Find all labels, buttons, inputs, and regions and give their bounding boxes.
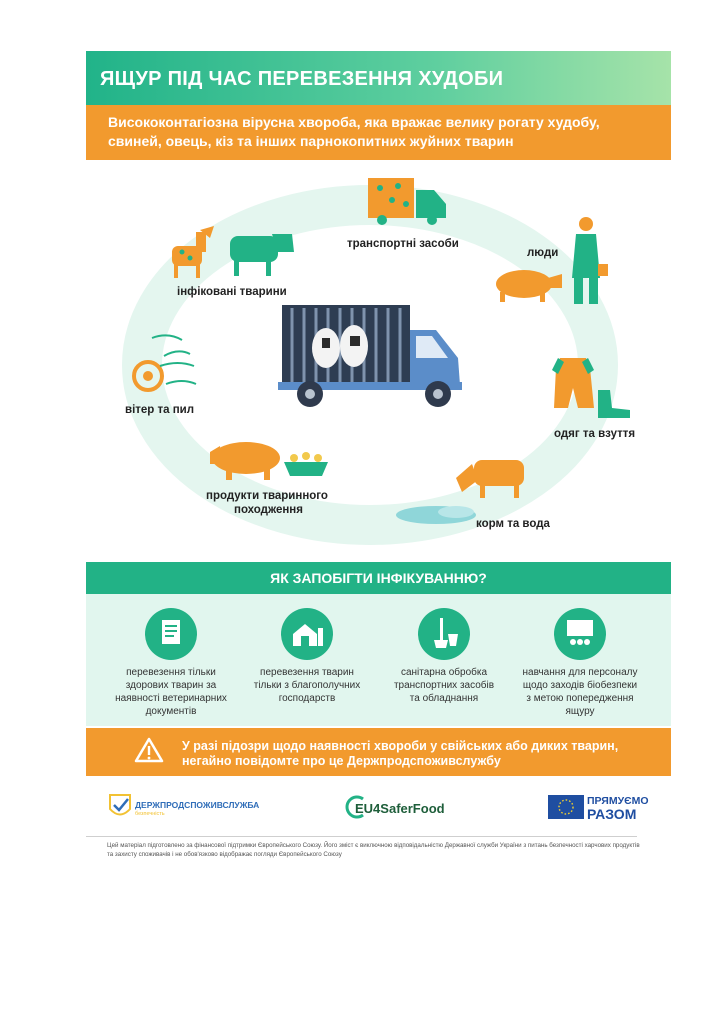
prevention-item-4: навчання для персоналу щодо заходів біобезпеки з метою попередження ящуру [522,667,638,717]
eu-flag-icon [548,795,584,819]
cleaning-bucket-icon [418,608,470,660]
label-infected-animals: інфіковані тварини [177,286,287,298]
warning-triangle-icon [134,736,164,764]
label-people: люди [527,247,559,259]
person-with-bucket-icon [572,217,608,304]
prevention-item-3: санітарна обробка транспортних засобів та обладнання [393,667,495,704]
dps-shield-logo-icon [108,793,132,821]
razom-text: РАЗОМ [587,806,637,822]
document-icon [145,608,197,660]
prevention-item-2: перевезення тварин тільки з благополучних господарств [253,667,361,704]
label-clothing: одяг та взуття [554,428,636,440]
alert-text: У разі підозри щодо наявності хвороби у свійських або диких тварин, негайно повідомте про це Держпродспоживслужбу [182,739,619,768]
transmission-diagram [86,160,671,555]
prevention-title: ЯК ЗАПОБІГТИ ІНФІКУВАННЮ? [270,570,487,586]
dps-logo-text: ДЕРЖПРОДСПОЖИВСЛУЖБА [135,800,260,810]
label-animal-products-2: походження [234,504,303,516]
label-wind-dust: вітер та пил [125,404,195,416]
label-feed-water: корм та вода [476,518,550,530]
prevention-item-1: перевезення тільки здорових тварин за наявності ветеринарних документів [115,667,227,717]
pig-and-food-bowl-icon [210,442,328,480]
footer-disclaimer: Цей матеріал підготовлено за фінансової підтримки Європейського Союзу. Його зміст є виключною відповідальністю Державної служби України з питань безпечності харчових продуктів та захисту споживачів і не обов'язково відображає погляди Європейського Союзу [107,842,640,858]
farm-barn-icon [281,608,333,660]
page-title: ЯЩУР ПІД ЧАС ПЕРЕВЕЗЕННЯ ХУДОБИ [100,68,504,90]
label-animal-products: продукти тваринного [206,490,328,502]
cargo-truck-icon [368,178,446,225]
dps-logo-tagline: безпечність [135,811,165,817]
truck-with-cattle-icon [278,305,462,407]
label-vehicles: транспортні засоби [347,238,459,250]
presentation-board-icon [554,608,606,660]
page-subtitle: Висококонтагіозна вірусна хвороба, яка вражає велику рогату худобу, свиней, овець, кіз та інших парнокопитних жуйних тварин [108,114,600,149]
pryamuemo-text: ПРЯМУЄМО [587,795,649,807]
eu4saferfood-logo-text: EU4SaferFood [355,801,445,816]
footer-divider [86,836,637,837]
